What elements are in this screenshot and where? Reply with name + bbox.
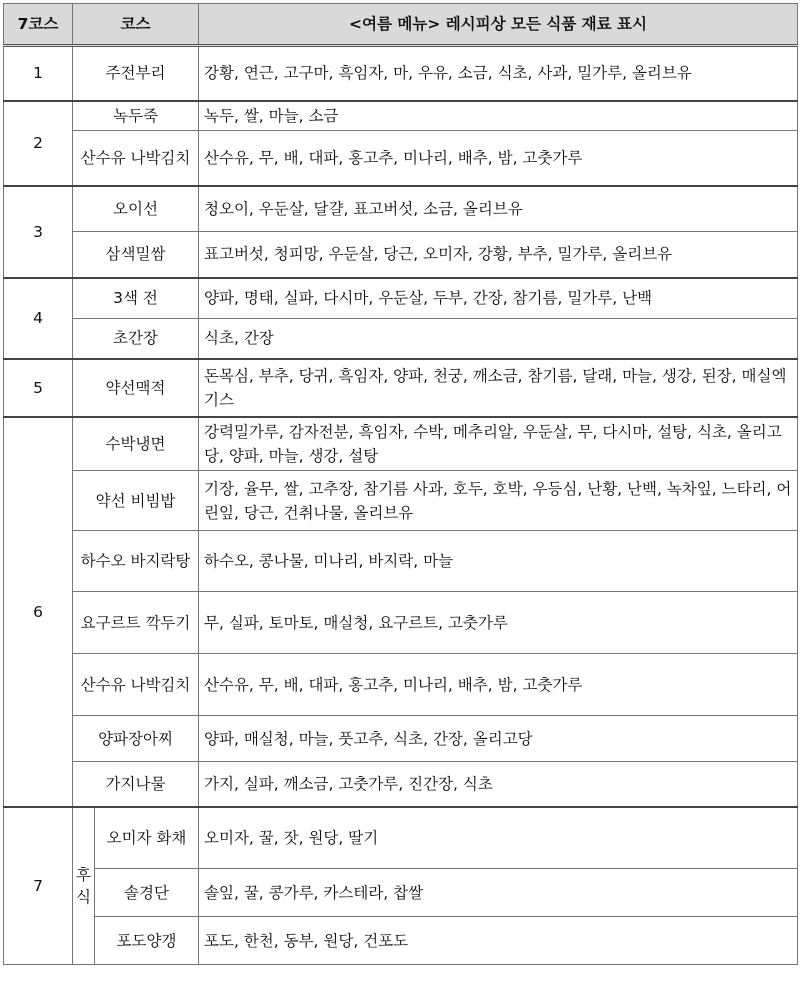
table-row [4, 232, 798, 278]
table-row [4, 716, 798, 762]
table-row [4, 278, 798, 319]
course-name: 요구르트 깍두기 [73, 592, 199, 654]
course-name: 삼색밀쌈 [73, 232, 199, 278]
header-course-name: 코스 [73, 4, 199, 46]
course-name: 주전부리 [73, 46, 199, 101]
table-row [4, 654, 798, 716]
table-row [4, 359, 798, 417]
ingredients: 돈목심, 부추, 당귀, 흑임자, 양파, 천궁, 깨소금, 참기름, 달래, 마늘, 생강, 된장, 매실엑기스 [199, 359, 798, 417]
course-name: 3색 전 [73, 278, 199, 319]
course-number: 5 [4, 359, 73, 417]
table-row [4, 471, 798, 531]
course-name: 약선 비빔밥 [73, 471, 199, 531]
table-row [4, 762, 798, 807]
table-row [4, 592, 798, 654]
menu-ingredients-table [3, 3, 798, 965]
ingredients: 오미자, 꿀, 잣, 원당, 딸기 [199, 807, 798, 869]
header-ingredients: <여름 메뉴> 레시피상 모든 식품 재료 표시 [199, 4, 798, 46]
ingredients: 식초, 간장 [199, 319, 798, 359]
course-number: 1 [4, 46, 73, 101]
table-row [4, 319, 798, 359]
ingredients: 솔잎, 꿀, 콩가루, 카스테라, 찹쌀 [199, 869, 798, 917]
ingredients: 산수유, 무, 배, 대파, 홍고추, 미나리, 배추, 밤, 고춧가루 [199, 131, 798, 186]
table-row [4, 807, 798, 869]
ingredients: 양파, 매실청, 마늘, 풋고추, 식초, 간장, 올리고당 [199, 716, 798, 762]
table-row [4, 131, 798, 186]
table-row [4, 917, 798, 965]
ingredients: 강황, 연근, 고구마, 흑임자, 마, 우유, 소금, 식초, 사과, 밀가루, 올리브유 [199, 46, 798, 101]
course-name: 녹두죽 [73, 101, 199, 131]
course-name: 포도양갱 [95, 917, 199, 965]
course-number: 2 [4, 101, 73, 186]
course-number: 7 [4, 807, 73, 965]
ingredients: 양파, 명태, 실파, 다시마, 우둔살, 두부, 간장, 참기름, 밀가루, 난백 [199, 278, 798, 319]
course-number: 4 [4, 278, 73, 359]
header-course-number: 7코스 [4, 4, 73, 46]
course-name: 오이선 [73, 186, 199, 232]
table-row [4, 417, 798, 471]
ingredients: 표고버섯, 청피망, 우둔살, 당근, 오미자, 강황, 부추, 밀가루, 올리브유 [199, 232, 798, 278]
course-name: 오미자 화채 [95, 807, 199, 869]
ingredients: 녹두, 쌀, 마늘, 소금 [199, 101, 798, 131]
course-name: 산수유 나박김치 [73, 131, 199, 186]
course-name: 수박냉면 [73, 417, 199, 471]
table-row [4, 186, 798, 232]
course-name: 산수유 나박김치 [73, 654, 199, 716]
ingredients: 산수유, 무, 배, 대파, 홍고추, 미나리, 배추, 밤, 고춧가루 [199, 654, 798, 716]
dessert-label [73, 807, 95, 965]
course-number: 6 [4, 417, 73, 807]
ingredients: 청오이, 우둔살, 달걀, 표고버섯, 소금, 올리브유 [199, 186, 798, 232]
ingredients: 하수오, 콩나물, 미나리, 바지락, 마늘 [199, 531, 798, 592]
dessert-label-text: 후식 [76, 865, 91, 906]
ingredients: 무, 실파, 토마토, 매실청, 요구르트, 고춧가루 [199, 592, 798, 654]
course-name: 초간장 [73, 319, 199, 359]
course-name: 양파장아찌 [73, 716, 199, 762]
header-row [4, 4, 798, 46]
ingredients: 포도, 한천, 동부, 원당, 건포도 [199, 917, 798, 965]
ingredients: 기장, 율무, 쌀, 고추장, 참기름 사과, 호두, 호박, 우등심, 난황, 난백, 녹차잎, 느타리, 어린잎, 당근, 건취나물, 올리브유 [199, 471, 798, 531]
table-row [4, 101, 798, 131]
course-name: 하수오 바지락탕 [73, 531, 199, 592]
ingredients: 가지, 실파, 깨소금, 고춧가루, 진간장, 식초 [199, 762, 798, 807]
table-row [4, 46, 798, 101]
table-row [4, 531, 798, 592]
ingredients: 강력밀가루, 감자전분, 흑임자, 수박, 메추리알, 우둔살, 무, 다시마, 설탕, 식초, 올리고당, 양파, 마늘, 생강, 설탕 [199, 417, 798, 471]
table-row [4, 869, 798, 917]
course-number: 3 [4, 186, 73, 278]
course-name: 솔경단 [95, 869, 199, 917]
course-name: 약선맥적 [73, 359, 199, 417]
course-name: 가지나물 [73, 762, 199, 807]
